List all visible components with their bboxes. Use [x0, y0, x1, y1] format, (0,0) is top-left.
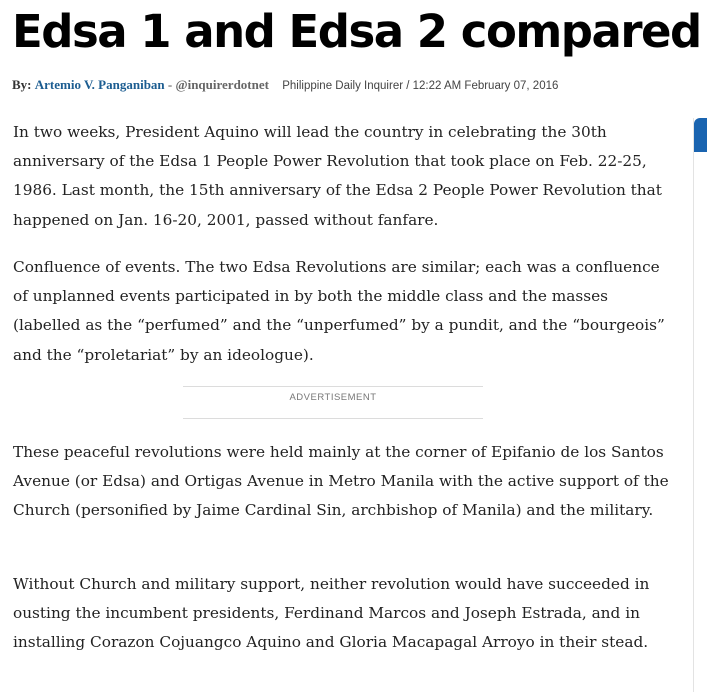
side-panel-tab-accent[interactable] [694, 118, 707, 152]
side-panel-tab[interactable] [693, 118, 707, 692]
article-paragraph: Confluence of events. The two Edsa Revolutions are similar; each was a confluence of unplanned events participated in by both the middle class and the masses (labelled as the “perfumed” and the “unperfumed” by a pundit, and the “bourgeois” and the “proletariat” by an ideologue). [13, 258, 665, 364]
article-paragraph: Without Church and military support, neither revolution would have succeeded in ousting the incumbent presidents, Ferdinand Marcos and Joseph Estrada, and in installing Corazon Cojuangco Aquino and Gloria Macapagal Arroyo in their stead. [13, 575, 650, 652]
article-paragraph: These peaceful revolutions were held mainly at the corner of Epifanio de los Santos Avenue (or Edsa) and Ortigas Avenue in Metro Manila with the active support of the Church (personified by Jaime Cardinal Sin, archbishop of Manila) and the military. [13, 443, 669, 520]
advertisement-label: ADVERTISEMENT [289, 392, 377, 403]
article-headline: Edsa 1 and Edsa 2 compared [12, 5, 701, 58]
byline-by-label: By: [12, 77, 32, 92]
author-handle[interactable]: @inquirerdotnet [175, 77, 269, 92]
publication-date: Philippine Daily Inquirer / 12:22 AM February 07, 2016 [282, 80, 559, 92]
author-link[interactable]: Artemio V. Panganiban [34, 77, 165, 92]
article-paragraph: In two weeks, President Aquino will lead the country in celebrating the 30th anniversary of the Edsa 1 People Power Revolution that took place on Feb. 22-25, 1986. Last month, the 15th anniversary of the Edsa 2 People Power Revolution that happened on Jan. 16-20, 2001, passed without fanfare. [13, 123, 662, 229]
byline [12, 76, 558, 95]
byline-separator: - [167, 77, 173, 92]
advertisement-slot [183, 386, 483, 419]
